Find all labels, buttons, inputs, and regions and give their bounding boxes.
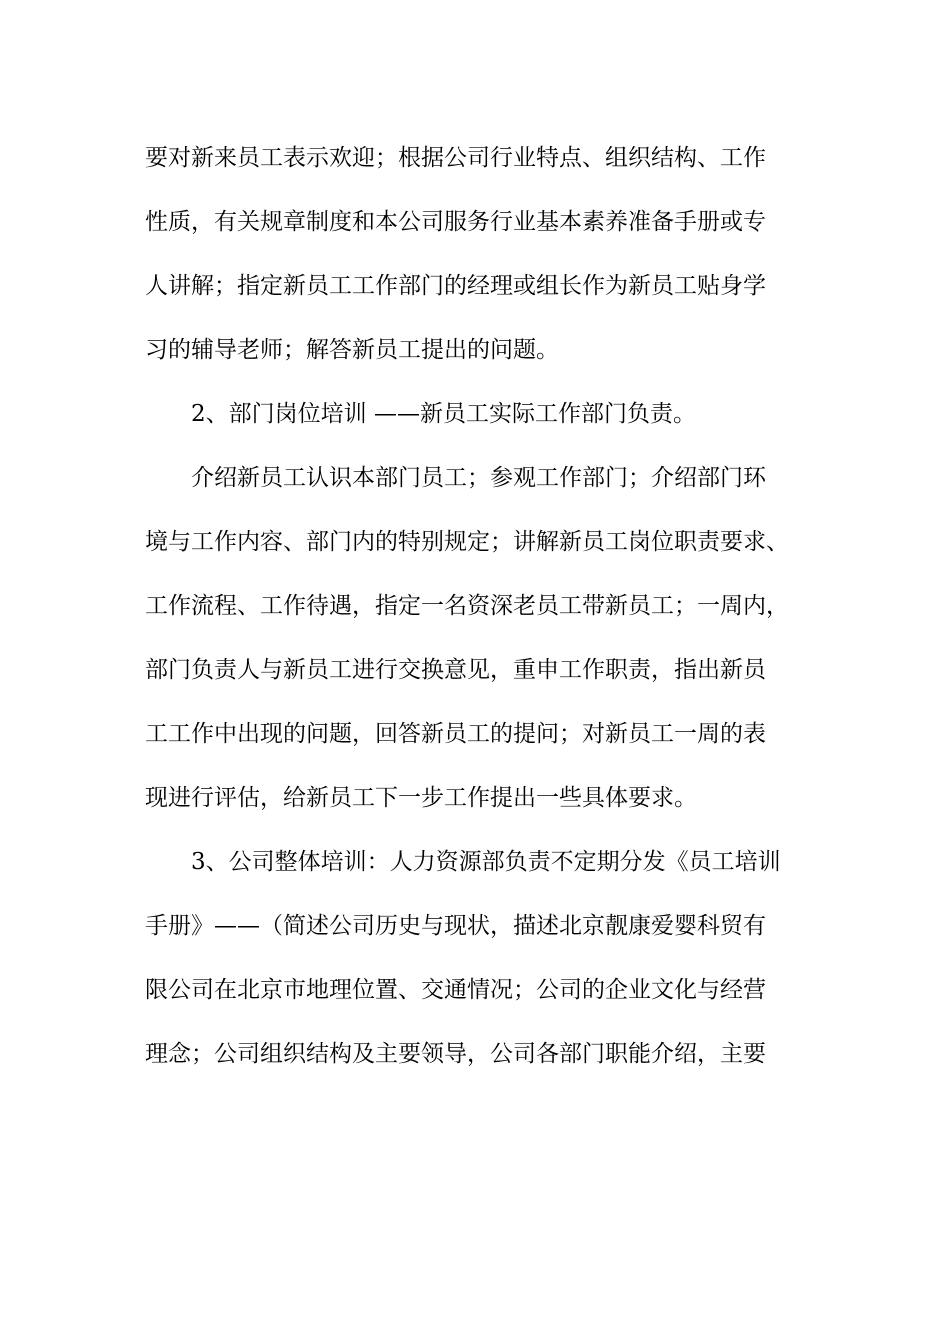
text-line-6: 介绍新员工认识本部门员工；参观工作部门；介绍部门环 [191,465,766,491]
section-heading-2: 2、部门岗位培训 ——新员工实际工作部门负责。 [191,401,696,427]
text-line-15: 理念；公司组织结构及主要领导，公司各部门职能介绍，主要 [145,1041,766,1067]
text-line-1: 要对新来员工表示欢迎；根据公司行业特点、组织结构、工作 [145,145,766,171]
text-line-10: 工工作中出现的问题，回答新员工的提问；对新员工一周的表 [145,721,766,747]
text-line-13: 手册》——（简述公司历史与现状，描述北京靓康爱婴科贸有 [145,913,766,939]
text-line-14: 限公司在北京市地理位置、交通情况；公司的企业文化与经营 [145,977,766,1003]
document-body [145,126,810,1086]
section-heading-3: 3、公司整体培训：人力资源部负责不定期分发《员工培训 [191,849,781,875]
text-line-11: 现进行评估，给新员工下一步工作提出一些具体要求。 [145,785,697,811]
text-line-7: 境与工作内容、部门内的特别规定；讲解新员工岗位职责要求、 [145,529,789,555]
text-line-4: 习的辅导老师；解答新员工提出的问题。 [145,337,559,363]
text-line-2: 性质，有关规章制度和本公司服务行业基本素养准备手册或专 [145,209,766,235]
text-line-9: 部门负责人与新员工进行交换意见，重申工作职责，指出新员 [145,657,766,683]
text-line-3: 人讲解；指定新员工工作部门的经理或组长作为新员工贴身学 [145,273,766,299]
text-line-8: 工作流程、工作待遇，指定一名资深老员工带新员工；一周内， [145,593,789,619]
